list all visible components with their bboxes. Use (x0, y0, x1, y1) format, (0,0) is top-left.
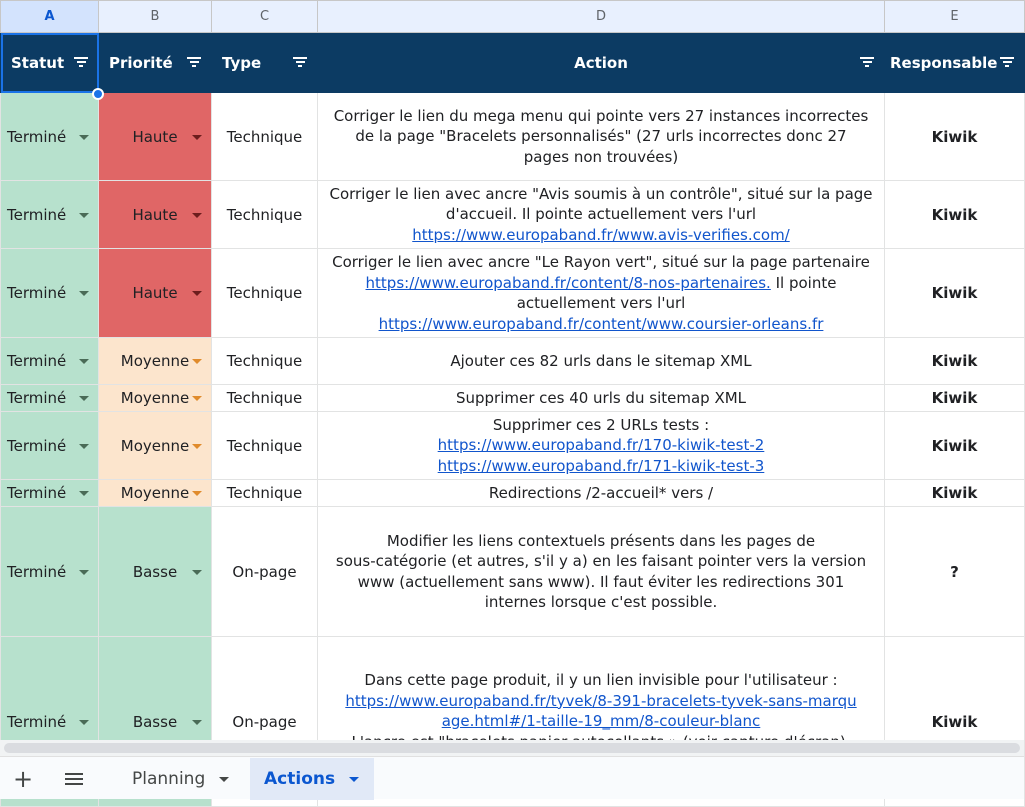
responsable-value: Kiwik (931, 284, 978, 302)
table-row (1, 249, 1025, 338)
column-letter-a[interactable]: A (1, 1, 99, 33)
action-line (324, 293, 878, 314)
table-row (1, 480, 1025, 507)
header-statut[interactable] (1, 33, 99, 93)
action-link[interactable]: https://www.europaband.fr/170-kiwik-test-2 (437, 436, 765, 455)
action-line (324, 483, 878, 504)
chevron-down-icon[interactable] (79, 213, 89, 218)
action-line (324, 273, 878, 294)
add-sheet-button[interactable] (8, 757, 38, 800)
table-row (1, 93, 1025, 181)
type-cell[interactable] (212, 338, 318, 385)
action-text: www (actuellement sans www). Il faut éviter les redirections 301 (357, 572, 845, 591)
table-row (1, 412, 1025, 480)
type-cell[interactable] (212, 249, 318, 338)
action-line (324, 711, 878, 732)
chevron-down-icon[interactable] (192, 570, 202, 575)
action-cell[interactable] (318, 507, 885, 637)
type-cell[interactable] (212, 412, 318, 480)
chevron-down-icon[interactable] (192, 491, 202, 496)
chevron-down-icon[interactable] (79, 135, 89, 140)
hamburger-icon (65, 772, 83, 786)
chevron-down-icon[interactable] (192, 720, 202, 725)
responsable-cell[interactable] (885, 338, 1025, 385)
action-cell[interactable] (318, 480, 885, 507)
action-line (324, 225, 878, 246)
table-row (1, 385, 1025, 412)
action-link[interactable]: https://www.europaband.fr/171-kiwik-test-3 (437, 456, 765, 475)
filter-icon[interactable] (1000, 57, 1014, 69)
priority-value: Moyenne (120, 436, 190, 455)
priority-value: Basse (132, 712, 178, 731)
chevron-down-icon[interactable] (79, 396, 89, 401)
action-line (324, 388, 878, 409)
action-line (324, 691, 878, 712)
status-value: Terminé (7, 389, 67, 407)
status-cell[interactable] (1, 385, 99, 412)
header-action[interactable] (318, 33, 885, 93)
type-value: Technique (226, 284, 303, 302)
priority-cell[interactable] (99, 385, 212, 412)
action-line (324, 351, 878, 372)
action-link[interactable]: age.html#/1-taille-19_mm/8-couleur-blanc (441, 712, 761, 731)
scrollbar-thumb[interactable] (4, 743, 1020, 753)
action-line (324, 147, 878, 168)
type-value: Technique (226, 484, 303, 502)
action-cell[interactable] (318, 249, 885, 338)
column-letter-e[interactable]: E (885, 1, 1025, 33)
responsable-cell[interactable] (885, 412, 1025, 480)
responsable-cell[interactable] (885, 181, 1025, 249)
status-value: Terminé (7, 127, 67, 146)
status-cell[interactable] (1, 93, 99, 181)
column-letter-d[interactable]: D (318, 1, 885, 33)
chevron-down-icon[interactable] (192, 359, 202, 364)
column-letter-b[interactable]: B (99, 1, 212, 33)
filter-icon[interactable] (860, 57, 874, 69)
all-sheets-button[interactable] (60, 757, 88, 800)
action-line (324, 106, 878, 127)
action-line (324, 531, 878, 552)
action-line (324, 252, 878, 273)
action-line (324, 184, 878, 205)
action-line (324, 415, 878, 436)
action-text: Il pointe (770, 273, 837, 292)
priority-cell[interactable] (99, 93, 212, 181)
action-link[interactable]: https://www.europaband.fr/content/www.coursier-orleans.fr (378, 314, 824, 333)
status-value: Terminé (7, 484, 67, 502)
header-type[interactable] (212, 33, 318, 93)
action-text: sous-catégorie (et autres, s'il y a) en les faisant pointer vers la version (335, 552, 867, 570)
status-cell[interactable] (1, 181, 99, 249)
tab-actions[interactable] (250, 758, 374, 800)
action-line (324, 670, 878, 691)
action-text: Modifier les liens contextuels présents dans les pages de (386, 531, 816, 550)
chevron-down-icon[interactable] (79, 491, 89, 496)
status-value: Terminé (7, 352, 67, 370)
filter-icon[interactable] (293, 57, 307, 69)
action-link[interactable]: https://www.europaband.fr/www.avis-verifies.com/ (412, 225, 790, 244)
tab-actions-label: Actions (264, 769, 336, 789)
chevron-down-icon[interactable] (192, 135, 202, 140)
chevron-down-icon[interactable] (192, 396, 202, 401)
responsable-value: ? (950, 562, 959, 581)
action-cell[interactable] (318, 338, 885, 385)
chevron-down-icon[interactable] (79, 720, 89, 725)
action-link[interactable]: https://www.europaband.fr/content/8-nos-partenaires. (365, 273, 771, 292)
chevron-down-icon[interactable] (79, 291, 89, 296)
column-letter-c[interactable]: C (212, 1, 318, 33)
status-cell[interactable] (1, 507, 99, 637)
action-text: Corriger le lien avec ancre "Le Rayon vert", situé sur la page partenaire (332, 253, 870, 271)
responsable-cell[interactable] (885, 385, 1025, 412)
action-text: d'accueil. Il pointe actuellement vers l'url (445, 205, 757, 224)
chevron-down-icon[interactable] (192, 444, 202, 449)
action-line (324, 314, 878, 335)
status-value: Terminé (7, 562, 67, 581)
responsable-value: Kiwik (931, 205, 978, 224)
header-responsable[interactable] (885, 33, 1025, 93)
action-line (324, 572, 878, 593)
action-cell[interactable] (318, 412, 885, 480)
selection-handle[interactable] (92, 88, 104, 100)
status-cell[interactable] (1, 480, 99, 507)
table-row (1, 338, 1025, 385)
type-value: On-page (232, 562, 297, 581)
status-cell[interactable] (1, 412, 99, 480)
responsable-cell[interactable] (885, 507, 1025, 637)
status-value: Terminé (7, 205, 67, 224)
chevron-down-icon[interactable] (79, 444, 89, 449)
type-cell[interactable] (212, 181, 318, 249)
priority-cell[interactable] (99, 412, 212, 480)
type-value: Technique (226, 127, 303, 146)
action-link[interactable]: https://www.europaband.fr/tyvek/8-391-bracelets-tyvek-sans-marqu (345, 691, 857, 710)
action-text: Redirections /2-accueil* vers / (488, 483, 714, 502)
status-value: Terminé (7, 436, 67, 455)
responsable-cell[interactable] (885, 480, 1025, 507)
priority-value: Moyenne (120, 352, 190, 370)
table-row (1, 507, 1025, 637)
chevron-down-icon[interactable] (79, 359, 89, 364)
tab-planning-label: Planning (132, 769, 206, 789)
type-value: Technique (226, 205, 303, 224)
type-cell[interactable] (212, 480, 318, 507)
responsable-cell[interactable] (885, 93, 1025, 181)
action-line (324, 551, 878, 572)
priority-value: Moyenne (120, 389, 190, 407)
responsable-value: Kiwik (931, 436, 978, 455)
action-line (324, 456, 878, 477)
type-cell[interactable] (212, 507, 318, 637)
action-line (324, 592, 878, 613)
responsable-value: Kiwik (931, 484, 978, 502)
table-row (1, 181, 1025, 249)
type-value: Technique (226, 436, 303, 455)
table-body (1, 93, 1025, 807)
priority-cell[interactable] (99, 249, 212, 338)
action-text: Corriger le lien avec ancre "Avis soumis à un contrôle", situé sur la page (329, 184, 873, 203)
chevron-down-icon[interactable] (349, 777, 359, 782)
sheet-tab-bar (0, 756, 1024, 799)
responsable-value: Kiwik (931, 389, 978, 407)
header-responsable-label: Responsable (890, 53, 998, 72)
responsable-value: Kiwik (931, 127, 978, 146)
action-text: internes lorsque c'est possible. (484, 593, 718, 611)
responsable-value: Kiwik (931, 352, 978, 370)
action-cell[interactable] (318, 181, 885, 249)
priority-cell[interactable] (99, 507, 212, 637)
responsable-value: Kiwik (931, 712, 978, 731)
header-priorite[interactable] (99, 33, 212, 93)
priority-value: Moyenne (120, 484, 190, 502)
priority-cell[interactable] (99, 181, 212, 249)
tab-planning[interactable] (118, 758, 248, 800)
chevron-down-icon[interactable] (79, 570, 89, 575)
type-cell[interactable] (212, 385, 318, 412)
action-cell[interactable] (318, 385, 885, 412)
priority-value: Haute (132, 205, 178, 224)
priority-cell[interactable] (99, 338, 212, 385)
status-cell[interactable] (1, 249, 99, 338)
type-value: Technique (226, 389, 303, 407)
chevron-down-icon[interactable] (192, 291, 202, 296)
action-text: Dans cette page produit, il y un lien invisible pour l'utilisateur : (364, 671, 838, 690)
priority-value: Haute (132, 284, 178, 302)
header-statut-label: Statut (11, 53, 65, 72)
action-text: actuellement vers l'url (516, 294, 686, 312)
responsable-cell[interactable] (885, 249, 1025, 338)
header-row (1, 33, 1025, 93)
action-text: Supprimer ces 40 urls du sitemap XML (455, 388, 747, 407)
status-value: Terminé (7, 712, 67, 731)
status-cell[interactable] (1, 338, 99, 385)
header-type-label: Type (222, 53, 262, 72)
header-priorite-label: Priorité (109, 53, 173, 72)
horizontal-scrollbar[interactable] (0, 740, 1024, 756)
status-value: Terminé (7, 284, 67, 302)
type-cell[interactable] (212, 93, 318, 181)
filter-icon[interactable] (187, 57, 201, 69)
action-line (324, 126, 878, 147)
type-value: On-page (232, 712, 297, 731)
column-letters-row (1, 1, 1025, 33)
action-text: Corriger le lien du mega menu qui pointe vers 27 instances incorrectes (333, 106, 869, 125)
action-text: Supprimer ces 2 URLs tests : (492, 415, 710, 434)
priority-value: Basse (132, 562, 178, 581)
action-line (324, 204, 878, 225)
header-action-label: Action (574, 53, 628, 72)
chevron-down-icon[interactable] (192, 213, 202, 218)
action-text: de la page "Bracelets personnalisés" (27 urls incorrectes donc 27 (355, 127, 847, 146)
priority-cell[interactable] (99, 480, 212, 507)
type-value: Technique (226, 352, 303, 370)
plus-icon: + (12, 764, 34, 793)
action-line (324, 435, 878, 456)
chevron-down-icon[interactable] (219, 777, 229, 782)
action-text: Ajouter ces 82 urls dans le sitemap XML (450, 351, 752, 370)
priority-value: Haute (132, 127, 178, 146)
action-text: pages non trouvées) (523, 147, 679, 166)
action-cell[interactable] (318, 93, 885, 181)
filter-icon[interactable] (74, 57, 88, 69)
